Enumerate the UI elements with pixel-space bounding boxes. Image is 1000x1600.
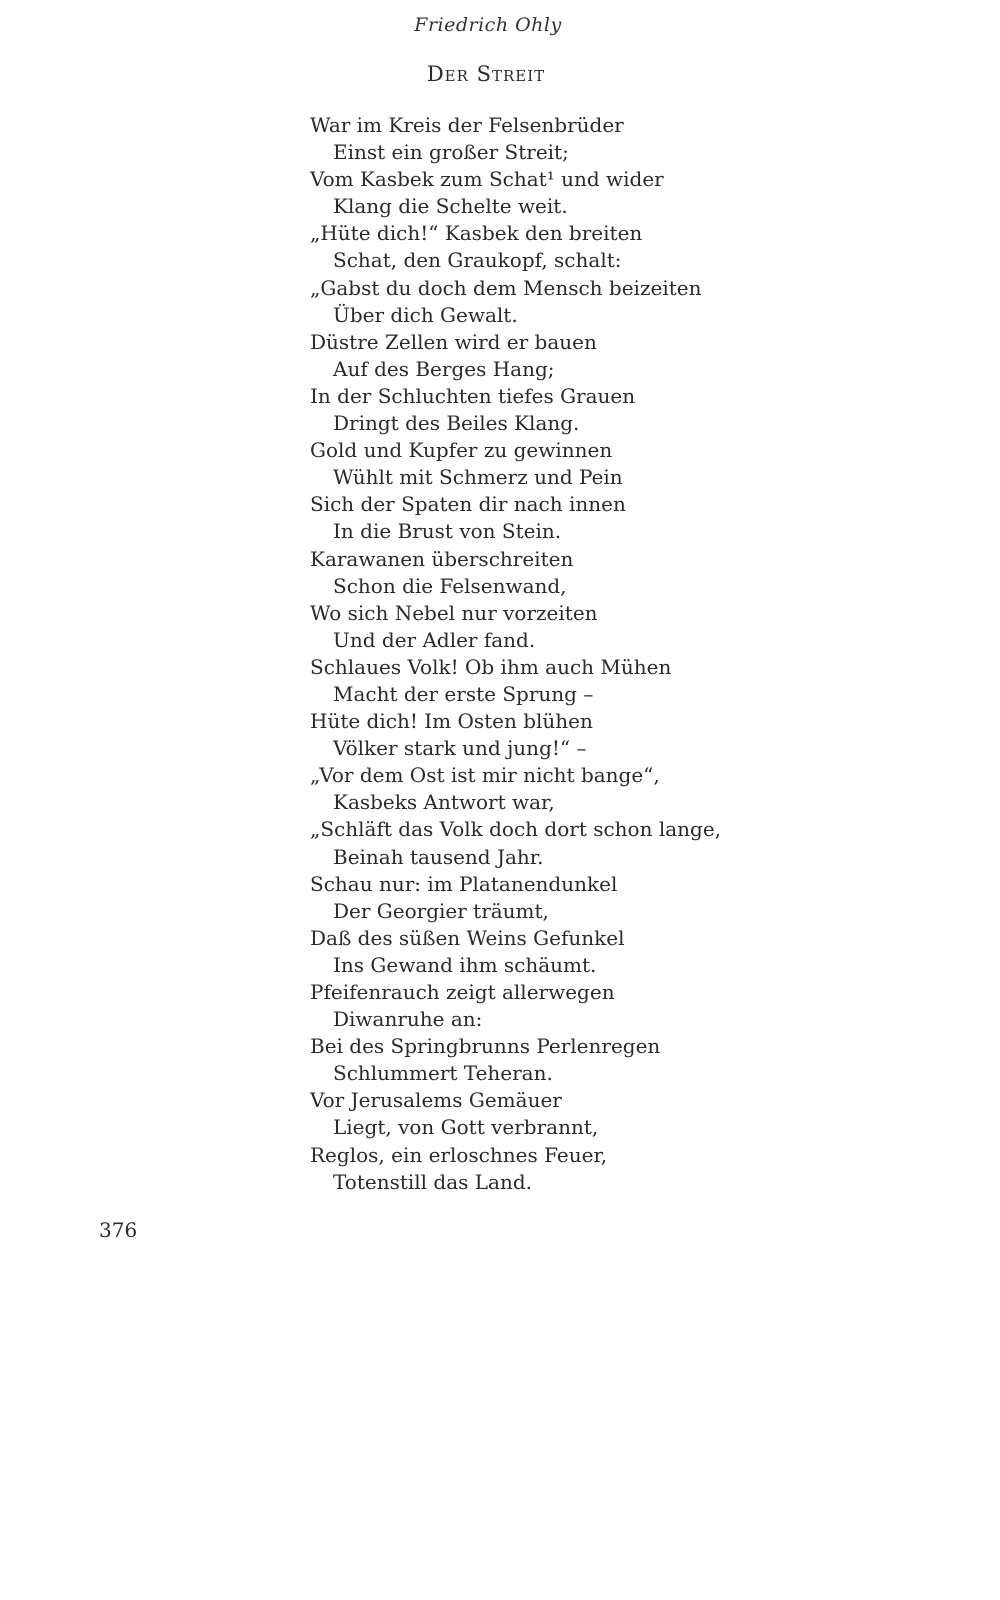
poem-line: Klang die Schelte weit. <box>333 194 568 219</box>
poem-line: Wo sich Nebel nur vorzeiten <box>310 600 598 625</box>
poem-line: Düstre Zellen wird er bauen <box>310 329 597 354</box>
poem-line: War im Kreis der Felsenbrüder <box>310 113 624 137</box>
poem-line: Gold und Kupfer zu gewinnen <box>310 438 613 463</box>
poem-title-text: Der Streit <box>426 62 546 86</box>
poem-line: Ins Gewand ihm schäumt. <box>333 952 597 977</box>
poem-line: Schon die Felsenwand, <box>333 573 567 598</box>
poem-line: Schlummert Teheran. <box>333 1061 553 1086</box>
poem-line: Kasbeks Antwort war, <box>333 790 555 815</box>
running-head <box>0 14 1000 36</box>
poem-line: Hüte dich! Im Osten blühen <box>310 709 593 734</box>
poem-line: In der Schluchten tiefes Grauen <box>310 383 636 408</box>
poem-line: Diwanruhe an: <box>333 1007 483 1032</box>
poem-line: Vor Jerusalems Gemäuer <box>310 1088 562 1113</box>
poem-line: Beinah tausend Jahr. <box>333 844 544 869</box>
poem-title <box>0 62 1000 86</box>
poem-line: Macht der erste Sprung – <box>333 681 594 706</box>
poem-line: Der Georgier träumt, <box>333 898 549 923</box>
poem-line: Einst ein großer Streit; <box>333 140 569 165</box>
poem-line: Über dich Gewalt. <box>333 302 518 327</box>
poem-line: „Hüte dich!“ Kasbek den breiten <box>310 221 643 246</box>
poem-line: Und der Adler fand. <box>333 627 536 652</box>
poem-line: In die Brust von Stein. <box>333 519 562 544</box>
poem-line: „Vor dem Ost ist mir nicht bange“, <box>310 763 660 788</box>
poem-line: Auf des Berges Hang; <box>333 356 555 381</box>
poem-line: „Schläft das Volk doch dort schon lange, <box>310 817 722 842</box>
poem-body <box>310 112 730 1196</box>
poem-line: „Gabst du doch dem Mensch beizeiten <box>310 275 702 300</box>
poem-line: Liegt, von Gott verbrannt, <box>333 1115 599 1140</box>
poem-line: Vom Kasbek zum Schat¹ und wider <box>310 167 664 192</box>
poem-line: Dringt des Beiles Klang. <box>333 411 580 436</box>
poem-line: Schlaues Volk! Ob ihm auch Mühen <box>310 654 672 679</box>
author-name: Friedrich Ohly <box>414 14 562 36</box>
poem-line: Pfeifenrauch zeigt allerwegen <box>310 980 615 1004</box>
poem-line: Karawanen überschreiten <box>310 546 574 571</box>
poem-line: Sich der Spaten dir nach innen <box>310 492 626 517</box>
poem-line: Daß des süßen Weins Gefunkel <box>310 925 625 950</box>
poem-line: Totenstill das Land. <box>333 1169 533 1194</box>
poem-line: Reglos, ein erloschnes Feuer, <box>310 1142 608 1167</box>
poem-line: Bei des Springbrunns Perlenregen <box>310 1034 661 1059</box>
poem-line: Völker stark und jung!“ – <box>333 736 587 761</box>
poem-line: Schau nur: im Platanendunkel <box>310 871 618 896</box>
page-number: 376 <box>99 1218 138 1242</box>
poem-line: Schat, den Graukopf, schalt: <box>333 248 622 273</box>
poem-line: Wühlt mit Schmerz und Pein <box>333 465 623 490</box>
